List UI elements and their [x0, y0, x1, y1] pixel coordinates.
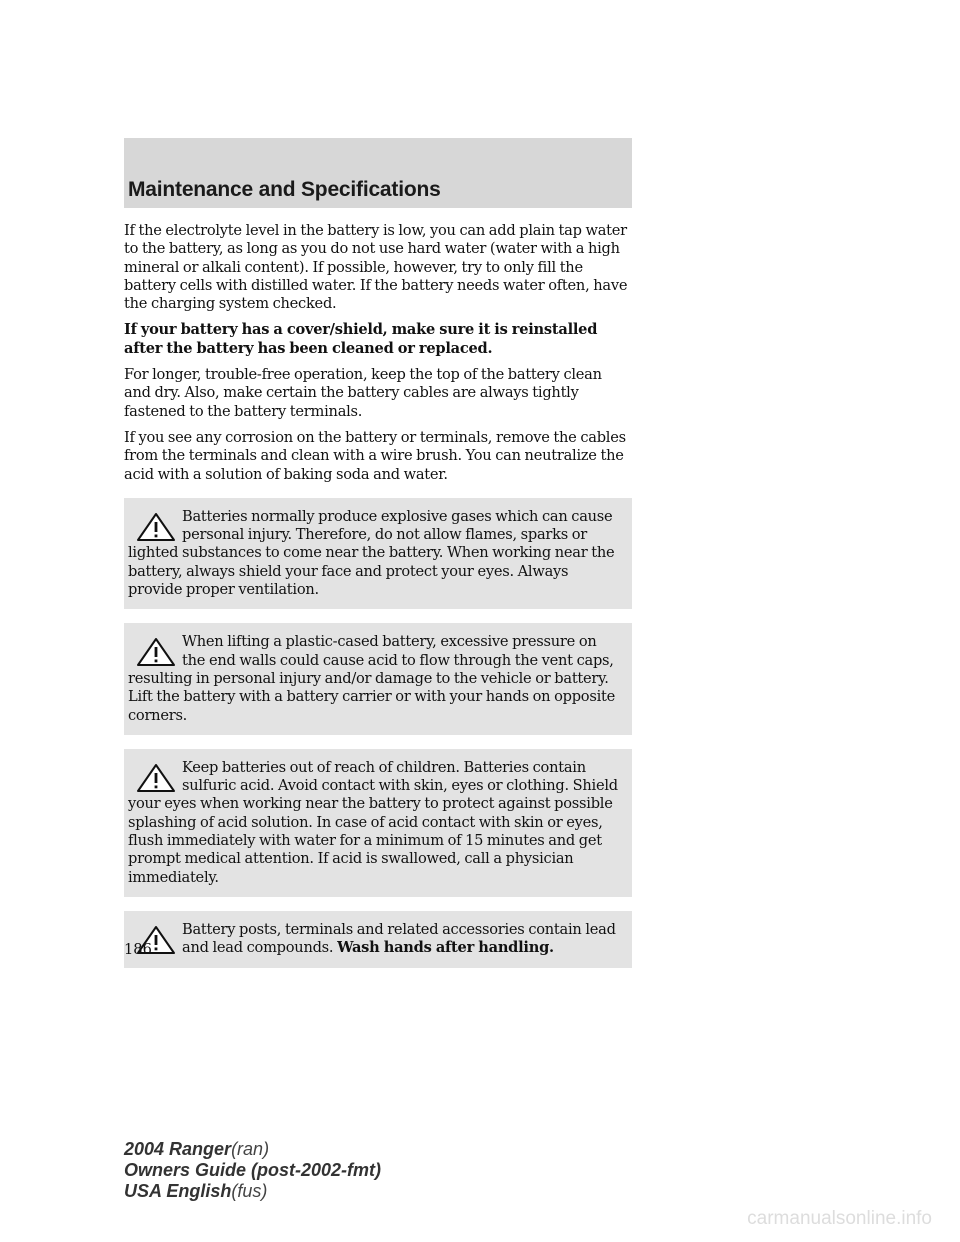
paragraph-trouble-free: For longer, trouble-free operation, keep the top of the battery clean and dry. Also, make certain the battery cables are always tightly fastened to the battery terminals.: [124, 366, 602, 420]
page-number: 186: [124, 941, 152, 958]
section-title: Maintenance and Specifications: [128, 178, 441, 201]
warning-text: Battery posts, terminals and related accessories contain lead and lead compounds.: [182, 920, 616, 957]
warning-triangle-icon: [136, 637, 176, 667]
warning-bold-text: Wash hands after handling.: [337, 939, 554, 957]
watermark-link[interactable]: carmanualsonline.info: [747, 1208, 932, 1229]
language-line: [124, 1181, 381, 1202]
section-header: [124, 138, 632, 208]
warning-triangle-icon: [136, 763, 176, 793]
warning-lead-compounds: [124, 911, 632, 968]
warning-explosive-gases: [124, 498, 632, 609]
paragraph-cover-shield: If your battery has a cover/shield, make sure it is reinstalled after the battery has been cleaned or replaced.: [124, 321, 598, 357]
warning-triangle-icon: [136, 512, 176, 542]
language-code: (fus): [231, 1181, 268, 1201]
warning-text: Batteries normally produce explosive gases which can cause personal injury. Therefore, do not allow flames, sparks or lighted substances to come near the battery. When working near the battery, always shield your face and protect your eyes. Always provide proper ventilation.: [128, 507, 615, 599]
warning-children-acid: [124, 749, 632, 897]
warning-lifting-battery: [124, 623, 632, 734]
guide-name: Owners Guide (post-2002-fmt): [124, 1160, 382, 1180]
model-code: (ran): [231, 1139, 270, 1159]
warning-text: When lifting a plastic-cased battery, excessive pressure on the end walls could cause acid to flow through the vent caps, resulting in personal injury and/or damage to the vehicle or battery. Lift the battery with a battery carrier or with your hands on opposite corners.: [128, 633, 616, 724]
guide-line: [124, 1160, 381, 1181]
model-line: [124, 1139, 381, 1160]
document-meta: [124, 1139, 381, 1202]
paragraph-electrolyte: If the electrolyte level in the battery is low, you can add plain tap water to the battery, as long as you do not use hard water (water with a high mineral or alkali content). If possible, however, try to only fill the battery cells with distilled water. If the battery needs water often, have the charging system checked.: [124, 222, 628, 313]
language-name: USA English: [124, 1181, 232, 1201]
warning-text: Keep batteries out of reach of children. Batteries contain sulfuric acid. Avoid contact with skin, eyes or clothing. Shield your eyes when working near the battery to protect against possible splashing of acid solution. In case of acid contact with skin or eyes, flush immediately with water for a minimum of 15 minutes and get prompt medical attention. If acid is swallowed, call a physician immediately.: [128, 758, 618, 886]
page-content: [124, 222, 632, 982]
paragraph-corrosion: If you see any corrosion on the battery or terminals, remove the cables from the terminals and clean with a wire brush. You can neutralize the acid with a solution of baking soda and water.: [124, 428, 626, 483]
model-name: 2004 Ranger: [124, 1139, 232, 1159]
